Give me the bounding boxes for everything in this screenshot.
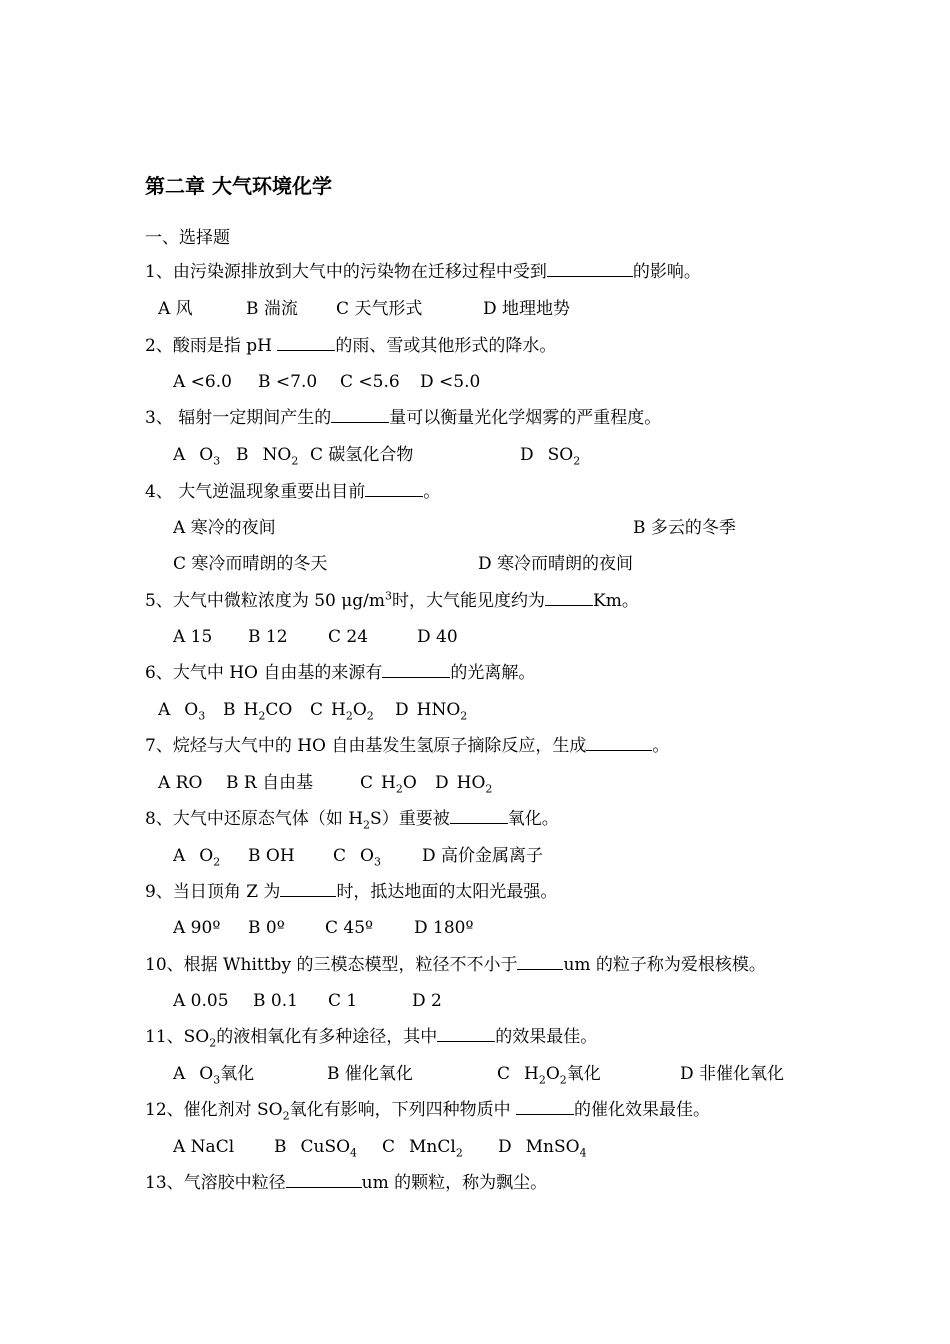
answer-blank xyxy=(382,661,450,678)
question-6 xyxy=(145,661,535,685)
question-text: S）重要被 xyxy=(370,809,450,829)
option-a: A $O_2$ xyxy=(173,846,221,869)
question-text: 的效果最佳。 xyxy=(495,1027,598,1047)
option-a: A $O_3$氧化 xyxy=(173,1064,255,1087)
question-text: 5、大气中微粒浓度为 50 μg/m xyxy=(145,591,386,611)
option-c: C 24 xyxy=(328,627,369,647)
question-text: 2、酸雨是指 pH xyxy=(145,336,278,356)
question-text: 6、大气中 HO 自由基的来源有 xyxy=(145,663,383,683)
question-text: 。 xyxy=(423,482,441,502)
option-b: B 催化氧化 xyxy=(327,1064,413,1084)
question-12: 12、催化剂对 $SO_2$氧化有影响，下列四种物质中 的催化效果最佳。 xyxy=(145,1100,711,1123)
option-b: B 湍流 xyxy=(246,299,298,319)
question-13 xyxy=(145,1171,547,1195)
option-c: C <5.6 xyxy=(340,372,400,392)
answer-blank xyxy=(277,334,335,351)
question-9 xyxy=(145,880,557,904)
question-text: 的影响。 xyxy=(632,262,701,282)
option-a: A $O_3$ xyxy=(173,445,221,468)
answer-blank xyxy=(286,1171,362,1188)
question-text: 的雨、雪或其他形式的降水。 xyxy=(335,336,557,356)
question-text: 13、气溶胶中粒径 xyxy=(145,1173,286,1193)
answer-blank xyxy=(280,880,336,897)
option-b: B <7.0 xyxy=(258,372,318,392)
question-text: 10、根据 Whittby 的三模态模型，粒径不不小于 xyxy=(145,955,518,975)
question-3 xyxy=(145,406,661,430)
option-c: C MnCl$_2$ xyxy=(382,1137,463,1160)
option-a: A <6.0 xyxy=(173,372,232,392)
question-text: 的催化效果最佳。 xyxy=(574,1100,711,1120)
option-d: D 地理地势 xyxy=(483,299,571,319)
question-7 xyxy=(145,734,669,758)
option-c: C $H_2O_2$氧化 xyxy=(497,1064,601,1087)
option-d: D $SO_2$ xyxy=(520,445,581,468)
question-4 xyxy=(145,480,440,504)
option-d: D $HO_2$ xyxy=(435,773,493,796)
option-b: B 多云的冬季 xyxy=(633,518,736,538)
question-2 xyxy=(145,334,556,358)
question-text: 7、烷烃与大气中的 HO 自由基发生氢原子摘除反应，生成 xyxy=(145,736,587,756)
option-b: B $H_2CO$ xyxy=(223,700,293,723)
answer-blank xyxy=(545,589,593,606)
question-text: 的液相氧化有多种途径，其中 xyxy=(216,1027,438,1047)
option-d: D 非催化氧化 xyxy=(680,1064,785,1084)
option-d: D 180º xyxy=(414,918,474,938)
answer-blank xyxy=(516,1098,574,1115)
option-a: A $O_3$ xyxy=(158,700,206,723)
question-8: 8、大气中还原态气体（如 $H_2S$）重要被 氧化。 xyxy=(145,809,559,832)
option-a: A 风 xyxy=(158,299,193,319)
question-text: 11、SO xyxy=(145,1027,210,1047)
option-b: B 0º xyxy=(248,918,285,938)
option-c: C 45º xyxy=(325,918,374,938)
question-5: 5、大气中微粒浓度为 50 $\mu g/m^3$时，大气能见度约为 Km。 xyxy=(145,589,639,611)
answer-blank xyxy=(365,480,423,497)
question-text: 。 xyxy=(652,736,670,756)
answer-blank xyxy=(331,406,389,423)
question-11: 11、$SO_2$的液相氧化有多种途径，其中 的效果最佳。 xyxy=(145,1027,598,1050)
chapter-title: 第二章 大气环境化学 xyxy=(145,174,332,198)
option-d: D 40 xyxy=(417,627,458,647)
question-text: 3、 辐射一定期间产生的 xyxy=(145,408,332,428)
option-d: D 高价金属离子 xyxy=(422,846,544,866)
question-text: 的光离解。 xyxy=(450,663,536,683)
answer-blank xyxy=(547,260,633,277)
answer-blank xyxy=(586,734,652,751)
question-text: 时，抵达地面的太阳光最强。 xyxy=(336,882,558,902)
option-b: B OH xyxy=(248,846,295,866)
option-c: C $O_3$ xyxy=(333,846,381,869)
option-a: A 90º xyxy=(173,918,221,938)
question-text: 12、催化剂对 SO xyxy=(145,1100,283,1120)
question-text: 氧化。 xyxy=(507,809,559,829)
question-text: 氧化有影响，下列四种物质中 xyxy=(289,1100,517,1120)
question-text: 时，大气能见度约为 xyxy=(392,591,546,611)
option-c: C 寒冷而晴朗的冬天 xyxy=(173,554,328,574)
option-a: A 寒冷的夜间 xyxy=(173,518,276,538)
option-a: A RO xyxy=(158,773,203,793)
question-text: um 的颗粒，称为飘尘。 xyxy=(361,1173,548,1193)
option-b: B 0.1 xyxy=(253,991,298,1011)
option-d: D $HNO_2$ xyxy=(395,700,468,723)
question-text: 9、当日顶角 Z 为 xyxy=(145,882,281,902)
option-a: A 0.05 xyxy=(173,991,229,1011)
question-text: 4、 大气逆温现象重要出目前 xyxy=(145,482,366,502)
option-c: C 碳氢化合物 xyxy=(310,445,414,465)
question-text: Km。 xyxy=(593,591,639,611)
option-d: D 2 xyxy=(412,991,442,1011)
option-b: B R 自由基 xyxy=(226,773,314,793)
option-c: C 1 xyxy=(328,991,358,1011)
option-b: B CuSO$_4$ xyxy=(274,1137,358,1160)
question-text: 1、由污染源排放到大气中的污染物在迁移过程中受到 xyxy=(145,262,547,282)
option-a: A 15 xyxy=(173,627,213,647)
option-c: C $H_2O$ xyxy=(360,773,417,796)
question-text: um 的粒子称为爱根核模。 xyxy=(563,955,766,975)
option-b: B $NO_2$ xyxy=(236,445,299,468)
option-b: B 12 xyxy=(248,627,288,647)
option-d: D MnSO$_4$ xyxy=(498,1137,587,1160)
answer-blank xyxy=(517,953,563,970)
option-d: D <5.0 xyxy=(420,372,481,392)
section-heading: 一、选择题 xyxy=(145,228,230,248)
option-d: D 寒冷而晴朗的夜间 xyxy=(478,554,634,574)
question-10 xyxy=(145,953,766,977)
answer-blank xyxy=(450,807,508,824)
option-a: A NaCl xyxy=(173,1137,235,1157)
option-c: C $H_2O_2$ xyxy=(310,700,374,723)
question-text: 量可以衡量光化学烟雾的严重程度。 xyxy=(389,408,662,428)
option-c: C 天气形式 xyxy=(336,299,423,319)
question-1 xyxy=(145,260,701,284)
answer-blank xyxy=(437,1025,495,1042)
question-text: 8、大气中还原态气体（如 H xyxy=(145,809,364,829)
